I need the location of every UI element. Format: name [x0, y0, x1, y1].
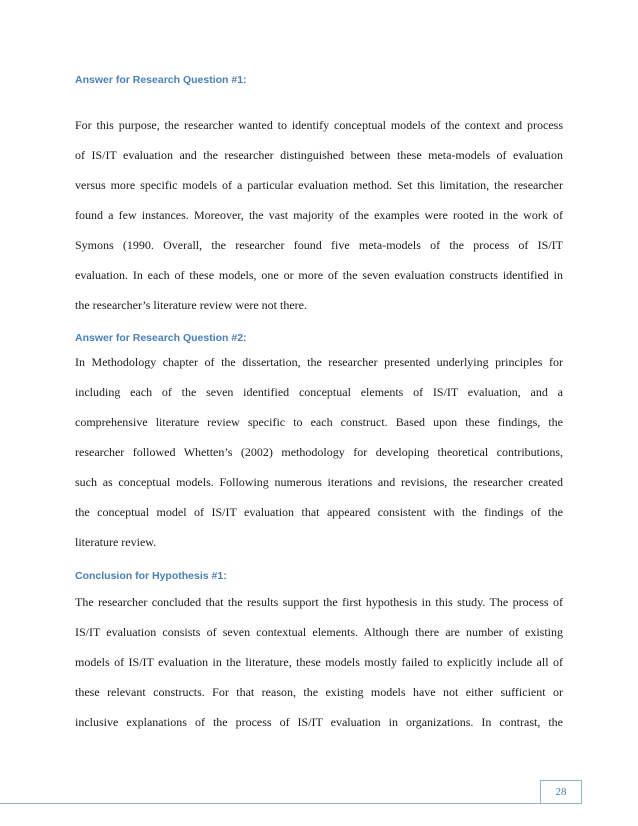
paragraph-line: inclusive explanations of the process of IS/IT evaluation in organizations. In contrast, the: [75, 715, 563, 729]
paragraph-line: Symons (1990. Overall, the researcher found five meta-models of the process of IS/IT: [75, 238, 563, 252]
paragraph-line: literature review.: [75, 535, 157, 549]
paragraph-line: In Methodology chapter of the dissertation, the researcher presented underlying principles for: [75, 355, 563, 369]
paragraph-line: of IS/IT evaluation and the researcher distinguished between these meta-models of evaluation: [75, 148, 563, 162]
paragraph-line: The researcher concluded that the results support the first hypothesis in this study. The process of: [75, 595, 563, 609]
paragraph-line: the researcher’s literature review were not there.: [75, 298, 307, 312]
paragraph-line: including each of the seven identified conceptual elements of IS/IT evaluation, and a: [75, 385, 563, 399]
paragraph-line: evaluation. In each of these models, one or more of the seven evaluation constructs identified in: [75, 268, 563, 282]
section-heading-rq1: Answer for Research Question #1:: [75, 74, 247, 86]
paragraph-line: found a few instances. Moreover, the vast majority of the examples were rooted in the work of: [75, 208, 563, 222]
paragraph-line: comprehensive literature review specific to each construct. Based upon these findings, the: [75, 415, 563, 429]
page-number: 28: [540, 780, 582, 804]
section-heading-hypothesis1: Conclusion for Hypothesis #1:: [75, 570, 227, 582]
paragraph-line: models of IS/IT evaluation in the literature, these models mostly failed to explicitly include all of: [75, 655, 563, 669]
footer-rule: [0, 803, 540, 804]
paragraph-line: researcher followed Whetten’s (2002) methodology for developing theoretical contributions,: [75, 445, 563, 459]
paragraph-line: the conceptual model of IS/IT evaluation that appeared consistent with the findings of the: [75, 505, 563, 519]
paragraph-line: these relevant constructs. For that reason, the existing models have not either sufficient or: [75, 685, 563, 699]
section-heading-rq2: Answer for Research Question #2:: [75, 332, 247, 344]
paragraph-line: For this purpose, the researcher wanted to identify conceptual models of the context and process: [75, 118, 563, 132]
paragraph-line: such as conceptual models. Following numerous iterations and revisions, the researcher created: [75, 475, 563, 489]
paragraph-line: IS/IT evaluation consists of seven contextual elements. Although there are number of existing: [75, 625, 563, 639]
paragraph-line: versus more specific models of a particular evaluation method. Set this limitation, the researcher: [75, 178, 563, 192]
